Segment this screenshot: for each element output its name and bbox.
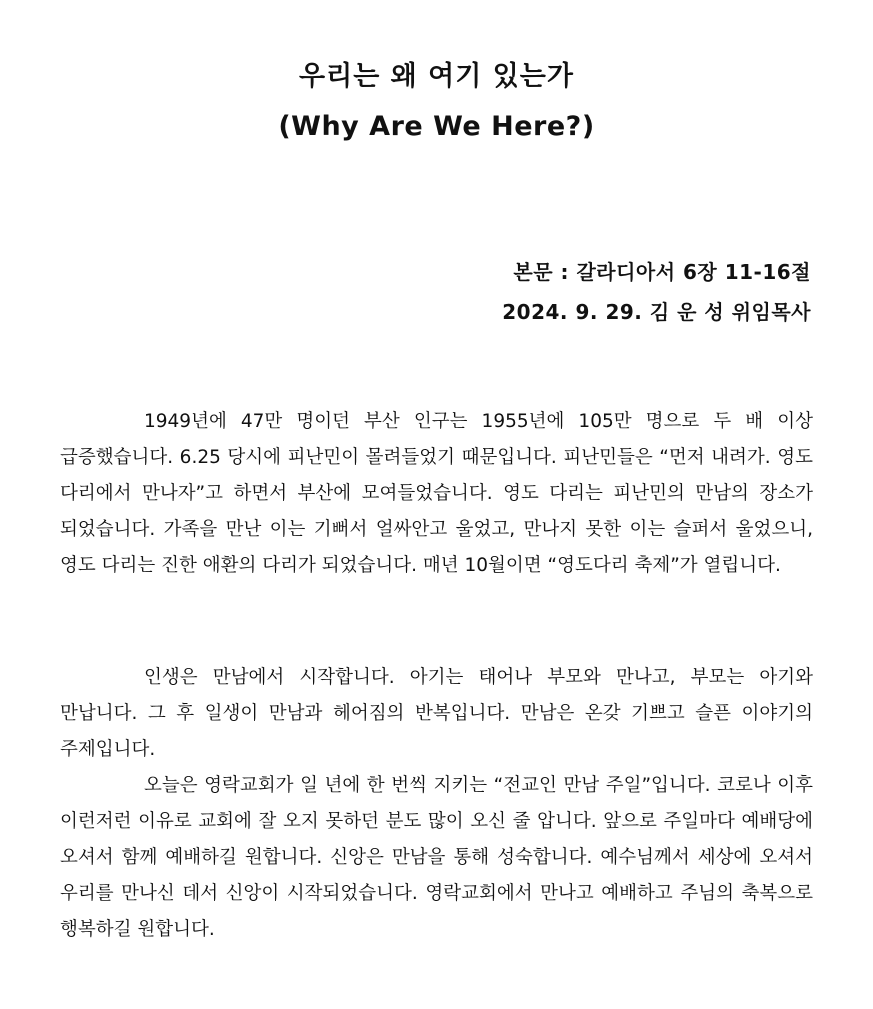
page-title: 우리는 왜 여기 있는가 bbox=[299, 61, 574, 92]
date-author: 2024. 9. 29. 김 운 성 위임목사 bbox=[502, 300, 811, 324]
paragraph-block-2 bbox=[60, 660, 813, 948]
paragraph-block-1 bbox=[60, 404, 813, 584]
paragraph: 오늘은 영락교회가 일 년에 한 번씩 지키는 “전교인 만남 주일”입니다. 코로나 이후 이런저런 이유로 교회에 잘 오지 못하던 분도 많이 오신 줄 압니다. 앞으로 주일마다 예배당에 오셔서 함께 예배하길 원합니다. 신앙은 만남을 통해 성숙합니다. 예수님께서 세상에 오셔서 우리를 만나신 데서 신앙이 시작되었습니다. 영락교회에서 만나고 예배하고 주님의 축복으로 행복하길 원합니다. bbox=[60, 775, 813, 940]
title-block bbox=[0, 52, 873, 152]
paragraph: 인생은 만남에서 시작합니다. 아기는 태어나 부모와 만나고, 부모는 아기와 만납니다. 그 후 일생이 만남과 헤어짐의 반복입니다. 만남은 온갖 기쁘고 슬픈 이야기의 주제입니다. bbox=[60, 667, 813, 760]
scripture-reference: 본문 : 갈라디아서 6장 11-16절 bbox=[513, 260, 811, 284]
paragraph: 1949년에 47만 명이던 부산 인구는 1955년에 105만 명으로 두 배 이상 급증했습니다. 6.25 당시에 피난민이 몰려들었기 때문입니다. 피난민들은 “먼저 내려가. 영도 다리에서 만나자”고 하면서 부산에 모여들었습니다. 영도 다리는 피난민의 만남의 장소가 되었습니다. 가족을 만난 이는 기뻐서 얼싸안고 울었고, 만나지 못한 이는 슬퍼서 울었으니, 영도 다리는 진한 애환의 다리가 되었습니다. 매년 10월이면 “영도다리 축제”가 열립니다. bbox=[60, 411, 813, 576]
page-subtitle: (Why Are We Here?) bbox=[278, 111, 595, 142]
sermon-meta bbox=[502, 252, 811, 332]
